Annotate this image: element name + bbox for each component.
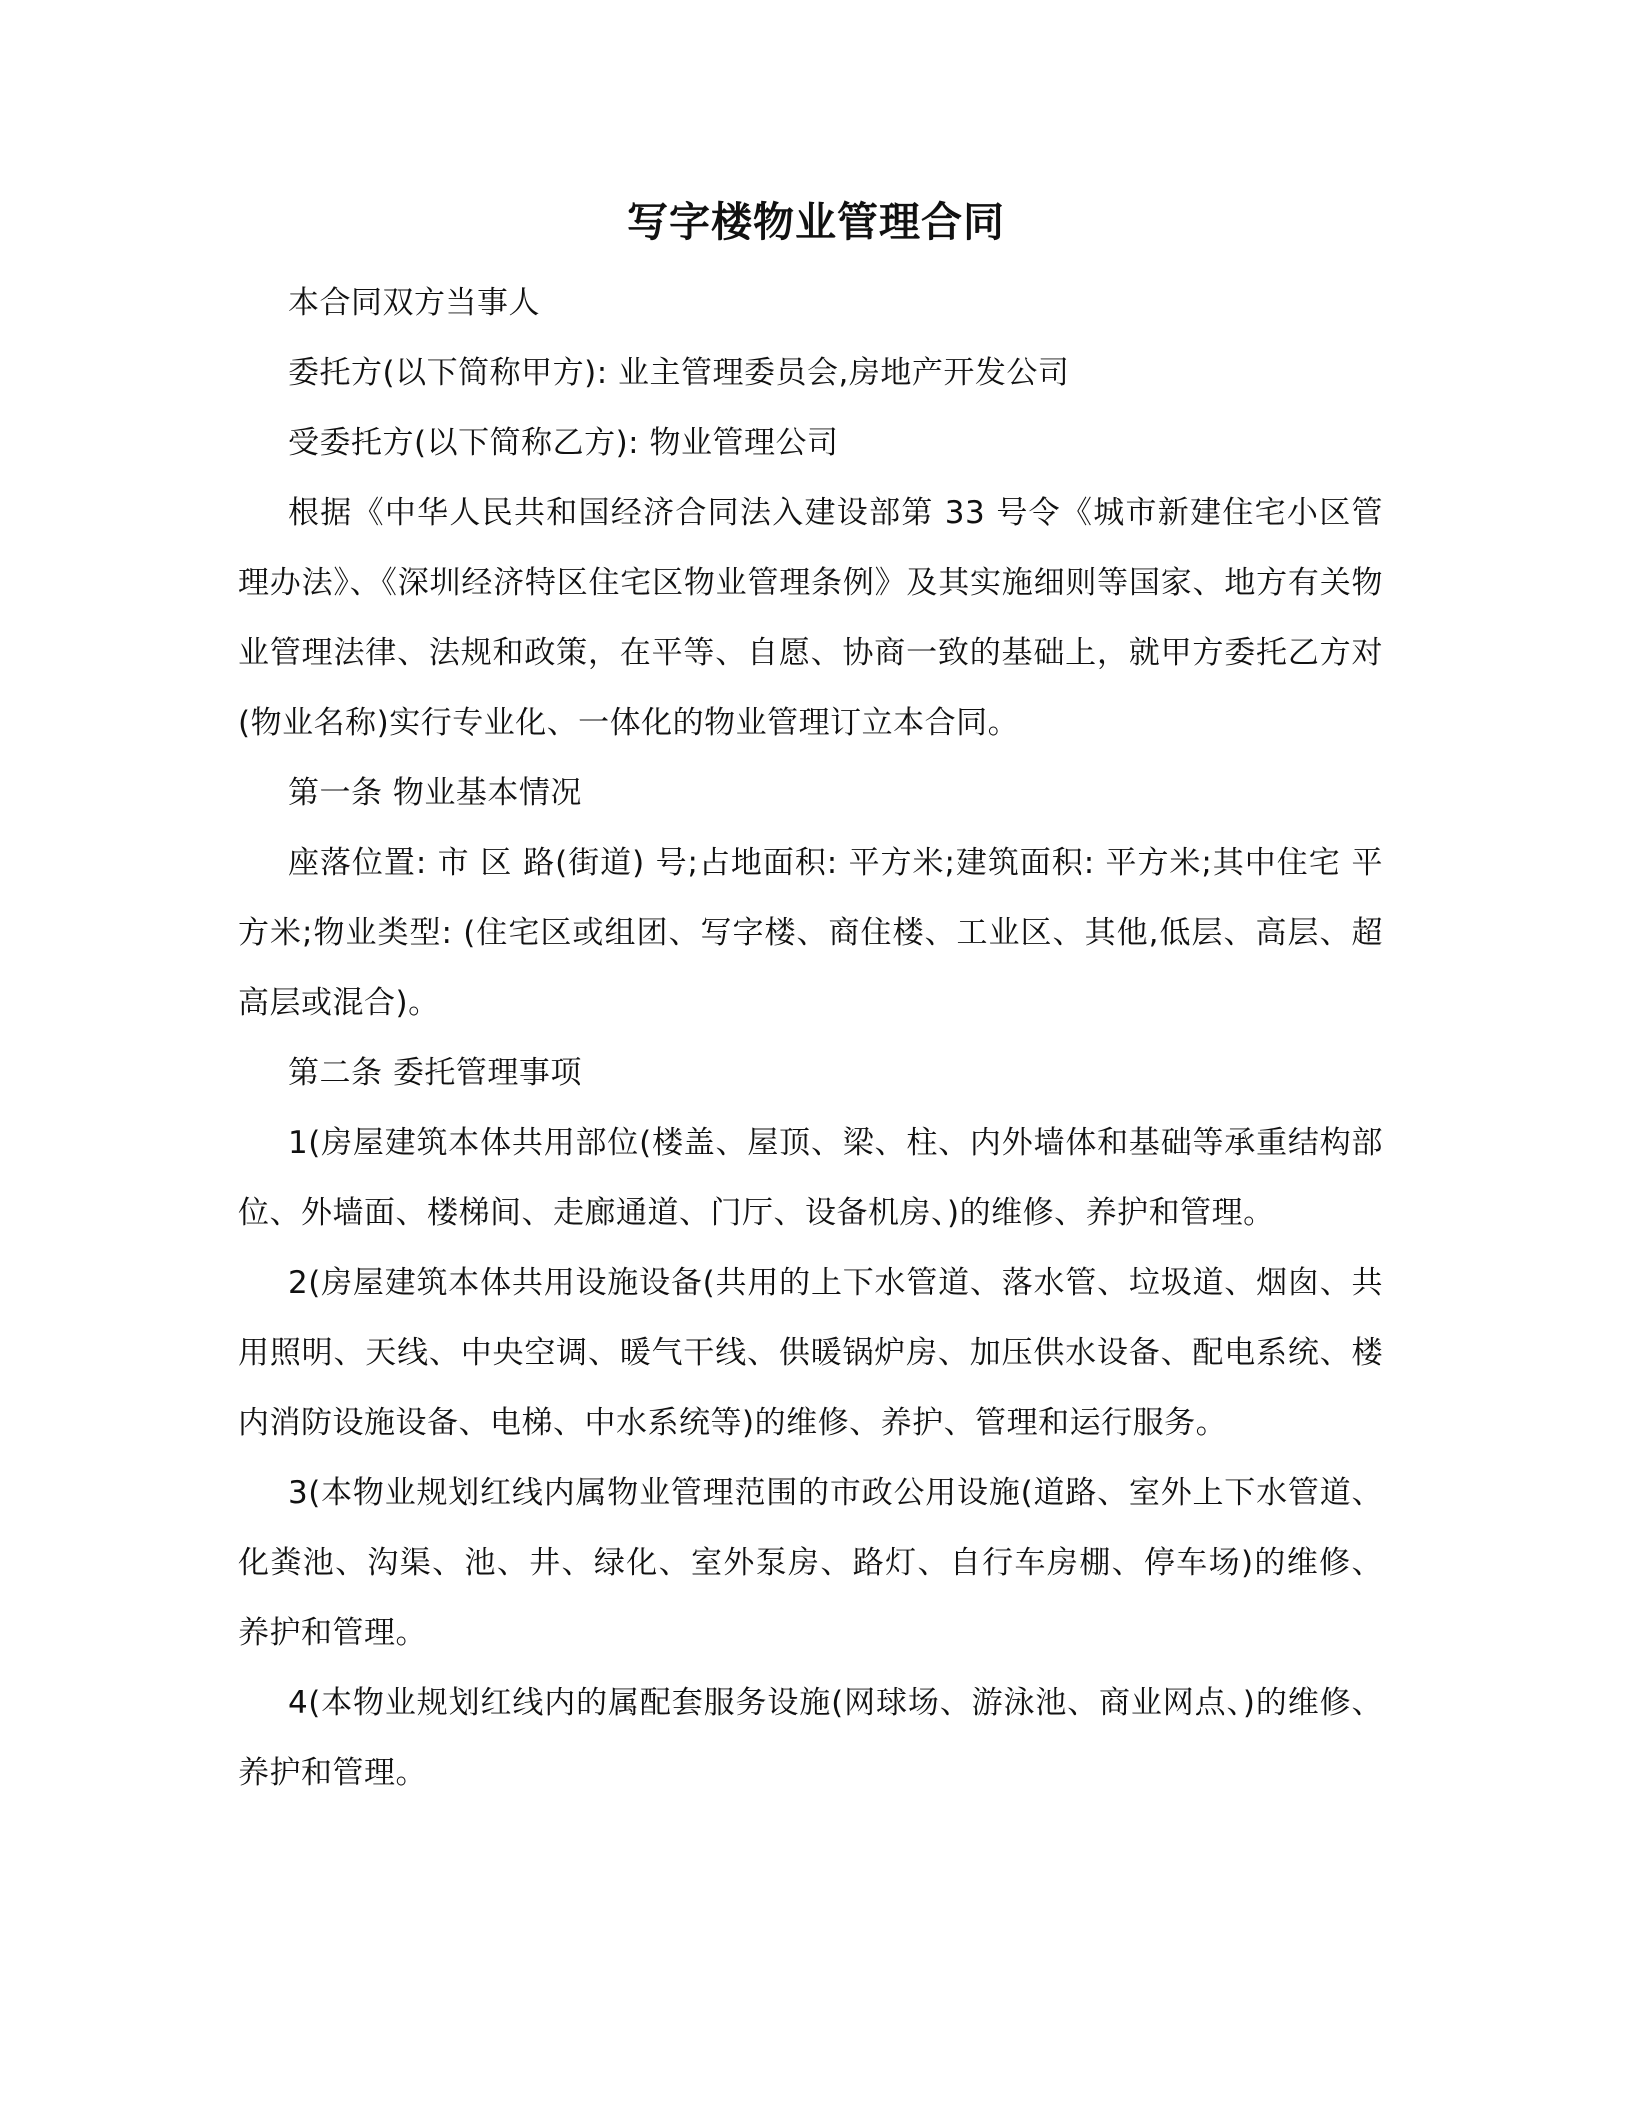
- paragraph-property-info: 座落位置: 市 区 路(街道) 号;占地面积: 平方米;建筑面积: 平方米;其中住宅 平方米;物业类型: (住宅区或组团、写字楼、商住楼、工业区、其他,低层、高层、超高层或混合)。: [238, 845, 1383, 1021]
- document-body: [238, 268, 1383, 1808]
- paragraph-party-a: 委托方(以下简称甲方): 业主管理委员会,房地产开发公司: [288, 355, 1070, 391]
- document-title: 写字楼物业管理合同: [627, 198, 1005, 246]
- article-1-heading: 第一条 物业基本情况: [288, 775, 582, 811]
- paragraph-preamble: 根据《中华人民共和国经济合同法入建设部第 33 号令《城市新建住宅小区管理办法》、《深圳经济特区住宅区物业管理条例》及其实施细则等国家、地方有关物业管理法律、法规和政策，在平等、自愿、协商一致的基础上，就甲方委托乙方对(物业名称)实行专业化、一体化的物业管理订立本合同。: [238, 495, 1383, 741]
- list-item-1: 1(房屋建筑本体共用部位(楼盖、屋顶、梁、柱、内外墙体和基础等承重结构部位、外墙面、楼梯间、走廊通道、门厅、设备机房、)的维修、养护和管理。: [238, 1125, 1383, 1231]
- list-item-3: 3(本物业规划红线内属物业管理范围的市政公用设施(道路、室外上下水管道、化粪池、沟渠、池、井、绿化、室外泵房、路灯、自行车房棚、停车场)的维修、养护和管理。: [238, 1475, 1383, 1651]
- list-item-4: 4(本物业规划红线内的属配套服务设施(网球场、游泳池、商业网点、)的维修、养护和管理。: [238, 1685, 1383, 1791]
- list-item-2: 2(房屋建筑本体共用设施设备(共用的上下水管道、落水管、垃圾道、烟囱、共用照明、天线、中央空调、暖气干线、供暖锅炉房、加压供水设备、配电系统、楼内消防设施设备、电梯、中水系统等)的维修、养护、管理和运行服务。: [238, 1265, 1383, 1441]
- article-2-heading: 第二条 委托管理事项: [288, 1055, 582, 1091]
- paragraph-parties-heading: 本合同双方当事人: [288, 285, 540, 321]
- paragraph-party-b: 受委托方(以下简称乙方): 物业管理公司: [288, 425, 839, 461]
